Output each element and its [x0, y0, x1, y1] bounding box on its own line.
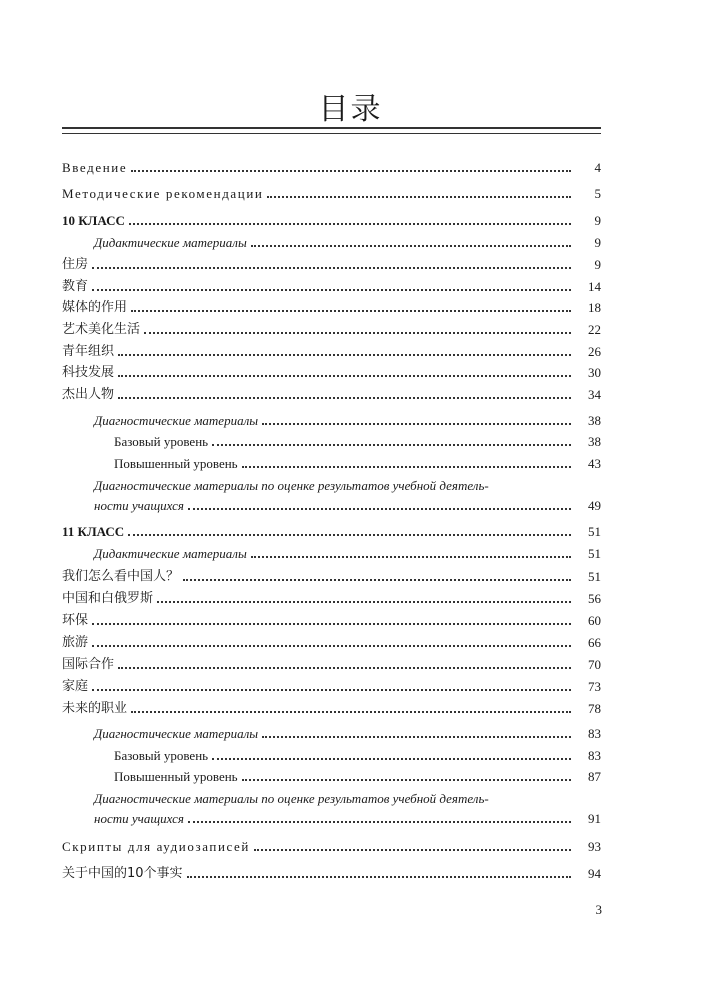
page-title: 目录 — [318, 92, 383, 127]
toc-entry-environment[interactable]: 环保 60 — [62, 613, 601, 628]
toc-entry-facts[interactable]: 关于中国的10个事实 94 — [62, 866, 601, 881]
toc-entry-technology[interactable]: 科技发展 30 — [62, 365, 601, 380]
toc-entry-youth[interactable]: 青年组织 26 — [62, 344, 601, 359]
page-number: 3 — [595, 902, 602, 917]
toc-entry-diagnostic-11[interactable]: Диагностические материалы 83 — [94, 726, 601, 741]
toc-entry-didactic-11[interactable]: Дидактические материалы 51 — [94, 546, 601, 561]
toc-entry-media[interactable]: 媒体的作用 18 — [62, 300, 601, 315]
toc-entry-assessment-11-line1: Диагностические материалы по оценке результатов учебной деятель- — [94, 791, 489, 806]
toc-entry-family[interactable]: 家庭 73 — [62, 679, 601, 694]
toc-entry-education[interactable]: 教育 14 — [62, 279, 601, 294]
toc-entry-basic-10[interactable]: Базовый уровень 38 — [114, 434, 601, 449]
toc-entry-cooperation[interactable]: 国际合作 70 — [62, 657, 601, 672]
toc-entry-grade-11[interactable]: 11 КЛАСС 51 — [62, 524, 601, 539]
toc-entry-figures[interactable]: 杰出人物 34 — [62, 387, 601, 402]
toc-entry-housing[interactable]: 住房 9 — [62, 257, 601, 272]
toc-entry-didactic-10[interactable]: Дидактические материалы 9 — [94, 235, 601, 250]
toc-entry-methodology[interactable]: Методические рекомендации 5 — [62, 186, 601, 201]
toc-entry-advanced-10[interactable]: Повышенный уровень 43 — [114, 456, 601, 471]
toc-entry-scripts[interactable]: Скрипты для аудиозаписей 93 — [62, 839, 601, 854]
toc-entry-advanced-11[interactable]: Повышенный уровень 87 — [114, 769, 601, 784]
toc-entry-introduction[interactable]: Введение 4 — [62, 160, 601, 175]
toc-entry-china-belarus[interactable]: 中国和白俄罗斯 56 — [62, 591, 601, 606]
toc-entry-assessment-10-line1: Диагностические материалы по оценке результатов учебной деятель- — [94, 478, 489, 493]
toc-entry-basic-11[interactable]: Базовый уровень 83 — [114, 748, 601, 763]
toc-entry-tourism[interactable]: 旅游 66 — [62, 635, 601, 650]
toc-entry-assessment-10[interactable]: ности учащихся 49 — [94, 498, 601, 513]
title-rule-thick — [62, 127, 601, 129]
toc-entry-chinese-people[interactable]: 我们怎么看中国人？ 51 — [62, 569, 601, 584]
toc-entry-art[interactable]: 艺术美化生活 22 — [62, 322, 601, 337]
toc-entry-assessment-11[interactable]: ности учащихся 91 — [94, 811, 601, 826]
toc-entry-diagnostic-10[interactable]: Диагностические материалы 38 — [94, 413, 601, 428]
toc-entry-grade-10[interactable]: 10 КЛАСС 9 — [62, 213, 601, 228]
title-rule-thin — [62, 133, 601, 134]
toc-entry-career[interactable]: 未来的职业 78 — [62, 701, 601, 716]
